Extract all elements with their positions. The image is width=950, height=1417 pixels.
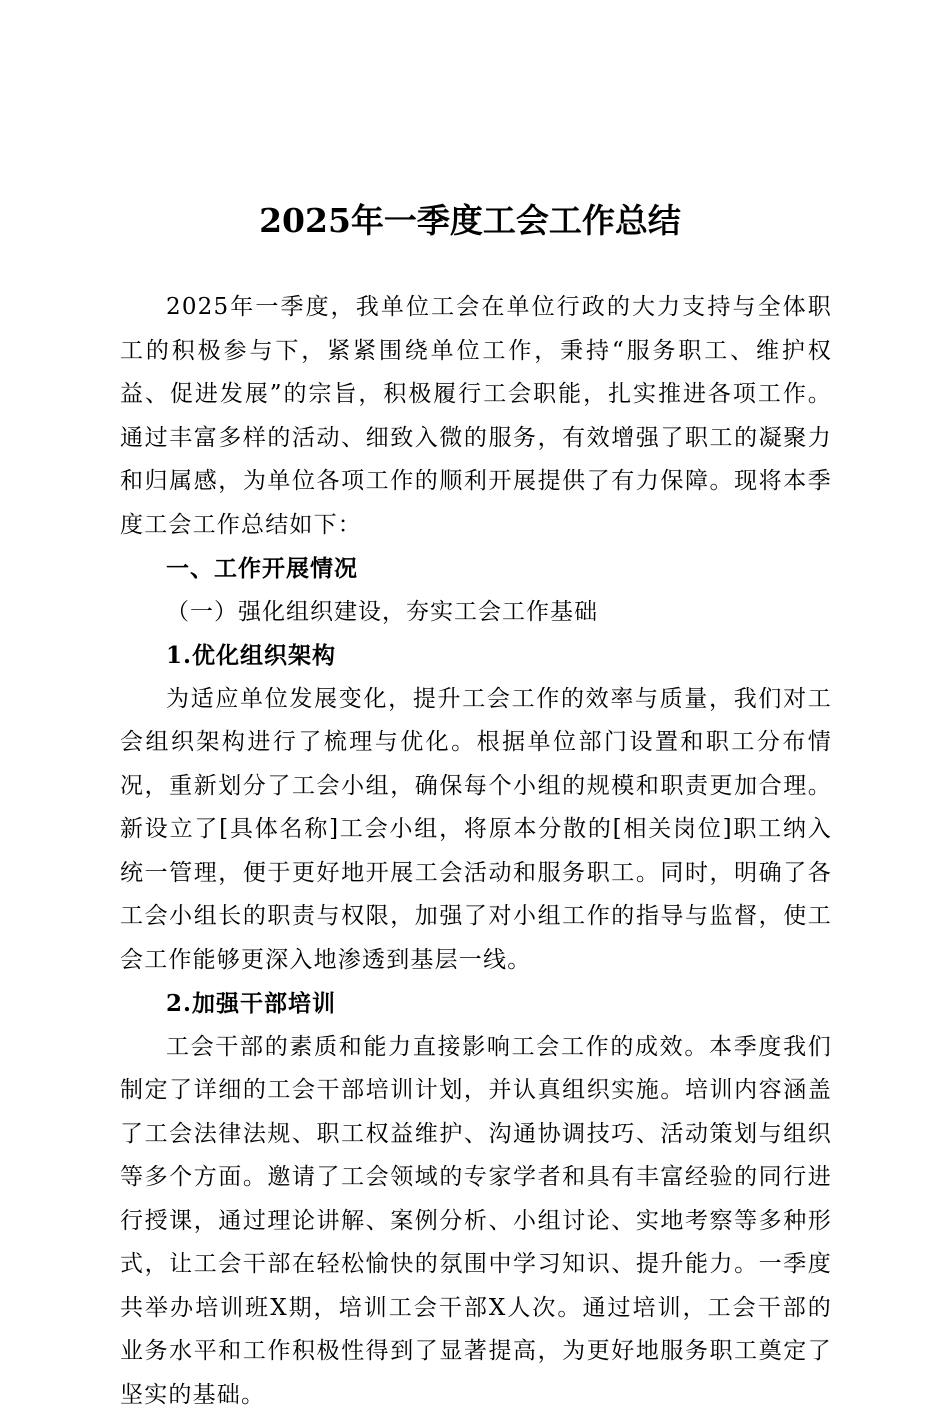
section-heading-work-progress: 一、工作开展情况: [120, 547, 832, 591]
item-heading-optimize-structure: 1.优化组织架构: [120, 634, 832, 678]
item-paragraph-optimize-structure: 为适应单位发展变化，提升工会工作的效率与质量，我们对工会组织架构进行了梳理与优化。根据单位部门设置和职工分布情况，重新划分了工会小组，确保每个小组的规模和职责更加合理。新设立了[具体名称]工会小组，将原本分散的[相关岗位]职工纳入统一管理，便于更好地开展工会活动和服务职工。同时，明确了各工会小组长的职责与权限，加强了对小组工作的指导与监督，使工会工作能够更深入地渗透到基层一线。: [120, 678, 832, 983]
item-heading-cadre-training: 2.加强干部培训: [120, 982, 832, 1026]
document-title: 2025年一季度工会工作总结: [0, 196, 940, 246]
item-paragraph-cadre-training: 工会干部的素质和能力直接影响工会工作的成效。本季度我们制定了详细的工会干部培训计划，并认真组织实施。培训内容涵盖了工会法律法规、职工权益维护、沟通协调技巧、活动策划与组织等多个方面。邀请了工会领域的专家学者和具有丰富经验的同行进行授课，通过理论讲解、案例分析、小组讨论、实地考察等多种形式，让工会干部在轻松愉快的氛围中学习知识、提升能力。一季度共举办培训班X期，培训工会干部X人次。通过培训，工会干部的业务水平和工作积极性得到了显著提高，为更好地服务职工奠定了坚实的基础。: [120, 1026, 832, 1417]
subsection-heading-organization: （一）强化组织建设，夯实工会工作基础: [120, 591, 832, 635]
document-body: [120, 286, 832, 1417]
intro-paragraph: 2025年一季度，我单位工会在单位行政的大力支持与全体职工的积极参与下，紧紧围绕单位工作，秉持“服务职工、维护权益、促进发展”的宗旨，积极履行工会职能，扎实推进各项工作。通过丰富多样的活动、细致入微的服务，有效增强了职工的凝聚力和归属感，为单位各项工作的顺利开展提供了有力保障。现将本季度工会工作总结如下：: [120, 286, 832, 547]
